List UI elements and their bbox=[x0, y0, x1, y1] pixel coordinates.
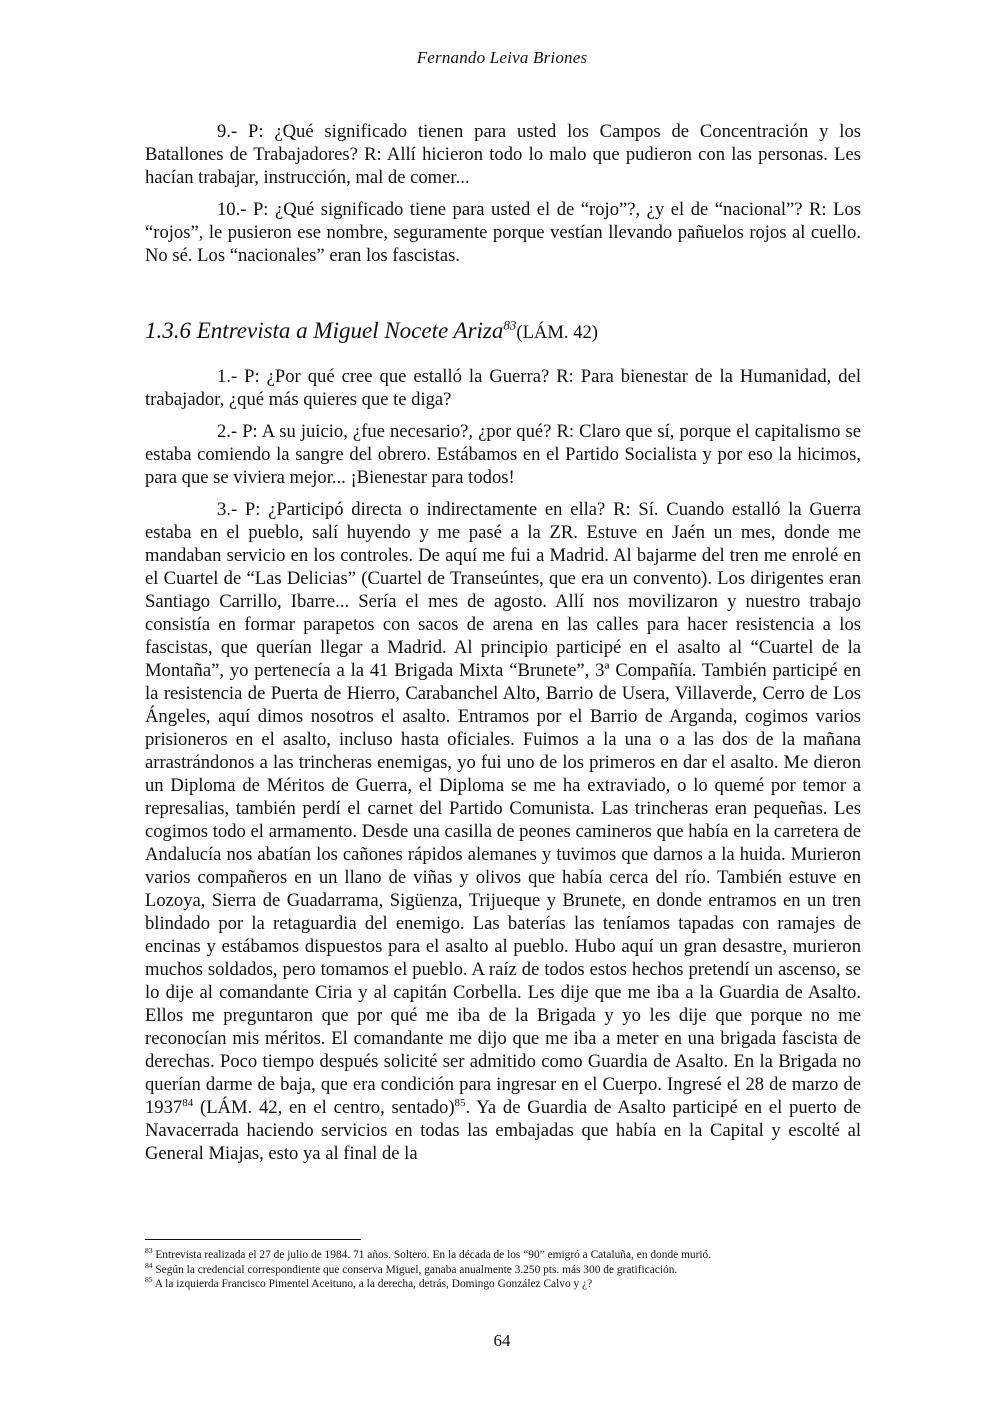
paragraph-answer-2: 2.- P: A su juicio, ¿fue necesario?, ¿por qué? R: Claro que sí, porque el capitalismo se estaba comiendo la sangre del obrero. Estábamos en el Partido Socialista y por eso la hicimos, para que se viviera mejor... ¡Bienestar para todos! bbox=[145, 421, 861, 488]
section-heading bbox=[145, 316, 861, 348]
footnote-text: Según la credencial correspondiente que conserva Miguel, ganaba anualmente 3.250 pts. más 300 de gratificación. bbox=[152, 1263, 678, 1276]
footnote-text: A la izquierda Francisco Pimentel Aceituno, a la derecha, detrás, Domingo González Calvo y ¿? bbox=[152, 1278, 593, 1290]
footnote-83 bbox=[145, 1248, 861, 1263]
footnote-84 bbox=[145, 1260, 861, 1278]
footnote-separator bbox=[145, 1239, 361, 1240]
paragraph-answer-1: 1.- P: ¿Por qué cree que estalló la Guerra? R: Para bienestar de la Humanidad, del trabajador, ¿qué más quieres que te diga? bbox=[145, 366, 861, 410]
body-text bbox=[145, 120, 861, 1174]
footnote-text: Entrevista realizada el 27 de julio de 1984. 71 años. Soltero. En la década de los “90” emigró a Cataluña, en donde murió. bbox=[152, 1249, 712, 1261]
section-plate-reference: (LÁM. 42) bbox=[516, 322, 598, 343]
footnote-reference-84[interactable]: 84 bbox=[182, 1096, 194, 1109]
footnote-number: 83 bbox=[145, 1246, 153, 1256]
paragraph-answer-3 bbox=[145, 498, 861, 1165]
footnote-number: 85 bbox=[145, 1275, 153, 1285]
footnote-reference-85[interactable]: 85 bbox=[454, 1096, 466, 1109]
section-title: 1.3.6 Entrevista a Miguel Nocete Ariza bbox=[145, 318, 504, 343]
footnote-number: 84 bbox=[145, 1260, 153, 1270]
paragraph-q9: 9.- P: ¿Qué significado tienen para usted los Campos de Concentración y los Batallones de Trabajadores? R: Allí hicieron todo lo malo que pudieron con las personas. Les hacían trabajar, instrucción, mal de comer... bbox=[145, 121, 861, 188]
paragraph-answer-3-text: 3.- P: ¿Participó directa o indirectamente en ella? R: Sí. Cuando estalló la Guerra estaba en el pueblo, salí huyendo y me pasé a la ZR. Estuve en Jaén un mes, donde me mandaban servicio en los controles. De aquí me fui a Madrid. Al bajarme del tren me enrolé en el Cuartel de “Las Delicias” (Cuartel de Transeúntes, que era un convento). Los dirigentes eran Santiago Carrillo, Ibarre... Sería el mes de agosto. Allí nos movilizaron y nuestro trabajo consistía en formar parapetos con sacos de arena en las calles para hacer resistencia a los fascistas, que querían llegar a Madrid. Al principio participé en el asalto al “Cuartel de la Montaña”, yo pertenecía a la 41 Brigada Mixta “Brunete”, 3ª Compañía. También participé en la resistencia de Puerta de Hierro, Carabanchel Alto, Barrio de Usera, Villaverde, Cerro de Los Ángeles, aquí dimos nosotros el asalto. Entramos por el Barrio de Arganda, cogimos varios prisioneros en el asalto, incluso hasta oficiales. Fuimos a la una o a las dos de la mañana arrastrándonos a las trincheras enemigas, yo fui uno de los primeros en dar el asalto. Me dieron un Diploma de Méritos de Guerra, el Diploma se me ha extraviado, o lo quemé por temor a represalias, también perdí el carnet del Partido Comunista. Las trincheras eran pequeñas. Les cogimos todo el armamento. Desde una casilla de peones camineros que había en la carretera de Andalucía nos abatían los cañones rápidos alemanes y tuvimos que darnos a la huida. Murieron varios compañeros en un llano de viñas y olivos que había cerca del río. También estuve en Lozoya, Sierra de Guadarrama, Sigüenza, Trijueque y Brunete, en donde entramos en un tren blindado por la retaguardia del enemigo. Las baterías las teníamos tapadas con ramajes de encinas y estábamos dispuestos para el asalto al pueblo. Hubo aquí un gran desastre, murieron muchos soldados, pero tomamos el pueblo. A raíz de todos estos hechos pretendí un ascenso, se lo dije al comandante Ciria y al capitán Corbella. Les dije que me iba a la Guardia de Asalto. Ellos me preguntaron que por qué me iba de la Brigada y yo les dije que porque no me reconocían mis méritos. El comandante me dijo que me iba a meter en una brigada fascista de derechas. Poco tiempo después solicité ser admitido como Guardia de Asalto. En la Brigada no querían darme de baja, que era condición para ingresar en el Cuerpo. Ingresé el 28 de marzo de 1937 bbox=[145, 499, 861, 1118]
page-number: 64 bbox=[493, 1331, 511, 1350]
footnote-85 bbox=[145, 1277, 861, 1292]
paragraph-answer-3-continuation: . Ya de Guardia de Asalto participé en el puerto de Navacerrada haciendo servicios en todas las embajadas que había en la Capital y escolté al General Miajas, esto ya al final de la bbox=[145, 1097, 861, 1164]
footnote-reference-83[interactable]: 83 bbox=[503, 317, 517, 333]
running-header: Fernando Leiva Briones bbox=[416, 48, 588, 67]
paragraph-answer-3-plate: (LÁM. 42, en el centro, sentado) bbox=[193, 1097, 455, 1118]
footnotes bbox=[145, 1248, 861, 1292]
paragraph-q10: 10.- P: ¿Qué significado tiene para usted el de “rojo”?, ¿y el de “nacional”? R: Los “rojos”, le pusieron ese nombre, seguramente porque vestían llevando pañuelos rojos al cuello. No sé. Los “nacionales” eran los fascistas. bbox=[145, 199, 861, 266]
